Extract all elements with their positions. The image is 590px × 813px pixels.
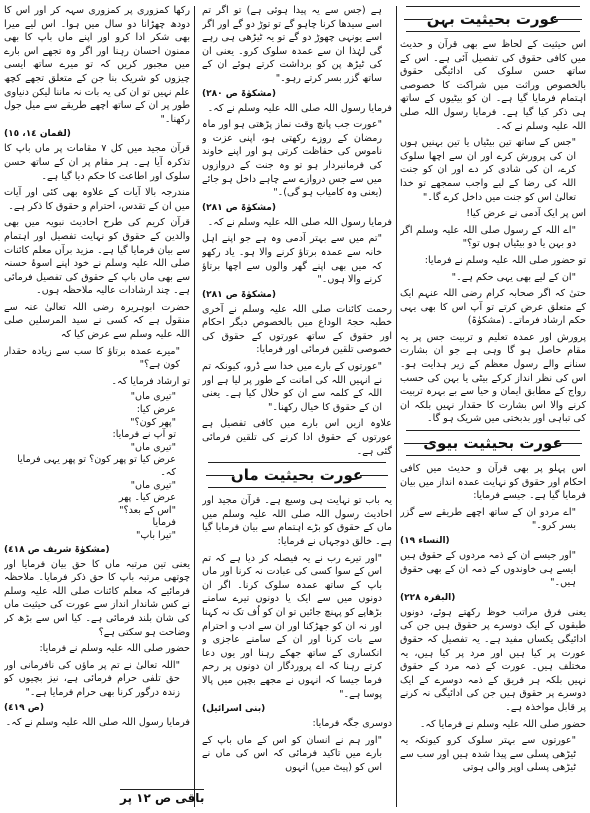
column-right	[400, 4, 586, 809]
paragraph: فرمایا رسول اللہ صلی اللہ علیہ وسلم نے کہ۔	[5, 716, 190, 728]
dialogue-line: "تیرا باپ"	[135, 529, 176, 541]
paragraph: حضرت ابوہریرہ رضی اللہ تعالیٰ عنہ سے منقول ہے کہ کسی نے سید المرسلین صلی اللہ علیہ وسلم سے عرض کیا کہ	[4, 301, 190, 341]
paragraph: یہ باب تو نہایت ہی وسیع ہے۔ قرآن مجید اور احادیث رسول اللہ صلی اللہ علیہ وسلم میں ماں کے حقوق کو بڑے اہتمام سے بیان فرمایا گیا ہے۔ خالق دوجہاں نے فرمایا:	[202, 495, 392, 547]
quran-quote: "اور جیسے ان کے ذمہ مردوں کے حقوق ہیں ایسے ہی خاوندوں کے ذمہ ان کے بھی حقوق ہیں۔"	[400, 550, 576, 589]
paragraph: قرآن کریم کی طرح احادیث نبویہ میں بھی والدین کے حقوق کو نہایت تفصیل اور اہتمام سے بیان فرمایا گیا ہے۔ مزید برآں معلم کائنات صلی اللہ علیہ وسلم نے خود اپنے اسوۂ حسنہ سے بھی ماں باپ کے حقوق کی تفصیل فرمائی ہے۔ چند ارشادات عالیہ ملاحظہ ہوں۔	[4, 217, 190, 297]
reference: (مشکوٰۃ ص ٢٨١)	[202, 289, 276, 300]
reference: (لقمان ١٤، ١٥)	[4, 129, 71, 140]
paragraph: حتیٰ کہ اگر صحابہ کرام رضی اللہ عنہم ایک کے متعلق عرض کرتے تو آپ اس کا بھی یہی حکم ارشاد فرماتے۔ (مشکوٰۃ)	[400, 288, 586, 327]
section-heading-mother: عورت بحیثیت ماں	[208, 462, 386, 488]
column-divider	[396, 6, 397, 807]
paragraph: حضور صلی اللہ علیہ وسلم نے فرمایا کہ۔	[419, 718, 586, 730]
paragraph: اس پر ایک آدمی نے عرض کیا!	[466, 208, 586, 220]
dialogue-line: عرض کیا تو پھر کون؟ تو پھر یہی فرمایا کہ۔	[17, 454, 176, 478]
paragraph: پرورش اور عمدہ تعلیم و تربیت جس پر یہ مقام حاصل ہو گا وہی ہے جو ان بشارت سنانے والے رسول معظم کے زیر ہدایت ہو۔ اس کی نظر انداز کرکے بیٹی یا بہن کی حسب رواج کے مطابق ایمان و حیا سے بے بہرہ تربیت کرنے والا اس بشارت کا حقدار نہیں بلکہ ان کی تباہی اور بدبختی میں شریک ہو گا۔	[400, 331, 586, 425]
hadith-quote: "اے اللہ کے رسول صلی اللہ علیہ وسلم اگر دو بہن یا دو بیٹیاں ہوں تو؟"	[400, 224, 576, 250]
dialogue-line: فرمایا	[152, 517, 176, 529]
paragraph: اس پہلو پر بھی قرآن و حدیث میں کافی احکام اور حقوق کو نہایت عمدہ انداز میں بیان فرمایا گیا ہے۔ جیسے فرمایا:	[400, 463, 586, 502]
continued-on-page-note: باقی ص ۱۲ پر	[120, 791, 205, 805]
column-left	[4, 4, 190, 809]
column-divider	[194, 6, 195, 807]
paragraph: رکھا کمزوری پر کمزوری سہہ کر اور اس کا دودھ چھڑانا دو سال میں ہوا۔ اس لیے میرا بھی شکر ادا کرو اور اپنے ماں باپ کا بھی ممنون احسان رہنا اور اگر وہ تجھے اس بارے میں مجبور کریں کہ تو میرے ساتھ ایسی چیزوں کو شریک بنا جن کے متعلق تجھے کچھ علم نہیں تو ان کی یہ بات نہ ماننا لیکن دنیاوی طور پر ان کے ساتھ اچھے طریقے سے میل جول رکھنا۔"	[4, 5, 190, 125]
dialogue-line: "تیری ماں"	[130, 391, 176, 403]
paragraph: تو ارشاد فرمایا کہ۔	[111, 375, 190, 387]
reference: (مشکوٰۃ ص ٢٨١)	[202, 202, 276, 213]
reference: (مشکوٰۃ ص ٢٨٠)	[202, 88, 276, 99]
paragraph: اس حیثیت کے لحاظ سے بھی قرآن و حدیث میں کافی حقوق کی تفصیل آئی ہے۔ اس کے ساتھ حسن سلوک کی ادائیگی حقوق بالخصوص وراثت میں شراکت کا خصوصی اہتمام فرمایا گیا ہے۔ ان کو بیٹیوں کے ساتھ ہی ذکر کیا گیا ہے۔ فرمایا رسول اللہ صلی اللہ علیہ وسلم نے کہ۔	[400, 39, 586, 132]
column-middle	[202, 4, 392, 809]
quran-quote: "اے مردو ان کے ساتھ اچھے طریقے سے گزر بسر کرو۔"	[400, 506, 576, 532]
hadith-quote: "عورت جب پانچ وقت نماز پڑھتی ہو اور ماہ رمضان کے روزے رکھتی ہو، اپنی عزت و ناموس کی حفاظت کرتی ہو اور اپنے خاوند کی فرمانبردار ہو تو وہ جنت کے دروازوں میں سے جس دروازے سے چاہے داخل ہو جائے (یعنی وہ کامیاب ہو گی)۔"	[202, 119, 382, 199]
paragraph: فرمایا رسول اللہ صلی اللہ علیہ وسلم نے کہ۔	[207, 102, 392, 114]
hadith-quote: "جس کے ساتھ تین بیٹیاں یا تین بہنیں ہوں ان کی پرورش کرے اور ان سے اچھا سلوک کرے، ان کی شادی کر دے اور ان کو جنت اللہ کی رضا کے لیے واجب سمجھے تو خدا تعالیٰ اس کو جنت میں داخل کرے گا۔"	[400, 137, 576, 203]
section-heading-sister: عورت بحیثیت بہن	[406, 6, 580, 32]
dialogue-line: "پھر کون؟"	[130, 416, 176, 428]
quran-quote: "اور ہم نے انسان کو اس کے ماں باپ کے بارے میں تاکید فرمائی کہ اس کی ماں نے اس کو (پیٹ میں) انہوں	[202, 734, 382, 773]
paragraph: تو حضور صلی اللہ علیہ وسلم نے فرمایا:	[424, 254, 586, 266]
paragraph: حضور صلی اللہ علیہ وسلم نے فرمایا:	[39, 643, 190, 655]
paragraph: مندرجہ بالا آیات کے علاوہ بھی کئی اور آیات میں ان کے تقدس، احترام و حقوق کا ذکر ہے۔	[4, 187, 190, 212]
paragraph: یعنی فرق مراتب خوظ رکھتے ہوئے، دونوں طبقوں کے ایک دوسرے پر حقوق ہیں جن کی ادائیگی یکساں مفید ہے۔ یہ تفصیل کہ حقوق عورت پر کیا ہیں اور مرد پر کیا ہیں، یہ مختلف ہیں۔ عورت کے ذمہ مرد کے حقوق نہیں بلکہ ہر فریق کے ذمہ دوسرے کے ایک دوسرے پر حقوق ہیں جن کی ادائیگی نہ کرنے پر قابل مواخذہ ہے۔	[400, 606, 586, 713]
dialogue-line: عرض کیا:	[136, 404, 176, 416]
hadith-quote: "میرے عمدہ برتاؤ کا سب سے زیادہ حقدار کون ہے؟"	[4, 345, 180, 371]
dialogue-line: عرض کیا۔ پھر	[118, 492, 176, 504]
reference: (البقرہ ٢٢٨)	[400, 592, 456, 603]
paragraph: فرمایا رسول اللہ صلی اللہ علیہ وسلم نے کہ۔	[207, 216, 392, 228]
paragraph: یعنی تین مرتبہ ماں کا حق بیان فرمایا اور چوتھی مرتبہ باپ کا حق ذکر فرمایا۔ ملاحظہ فرمائیے کہ معلم کائنات صلی اللہ علیہ وسلم نے کس شاندار انداز سے عورت کی حیثیت ماں کی شان بلند فرمائی ہے۔ کیا اس سے بڑھ کر وضاحت ہو سکتی ہے؟	[4, 558, 190, 638]
hadith-quote: "عورتوں سے بہتر سلوک کرو کیونکہ یہ ٹیڑھی پسلی سے پیدا شدہ ہیں اور سب سے ٹیڑھی پسلی اوپر والی ہوتی	[400, 735, 576, 774]
paragraph: رحمت کائنات صلی اللہ علیہ وسلم نے آخری خطبہ حجۃ الوداع میں بالخصوص دیگر احکام اور حقوق کے ساتھ عورتوں کے حقوق کی خصوصی تلقین فرمائی اور فرمایا:	[202, 303, 392, 356]
dialogue-line: "تیری ماں"	[130, 479, 176, 491]
reference: (بنی اسرائیل)	[202, 704, 266, 715]
dialogue-line: تو آپ نے فرمایا:	[112, 429, 176, 441]
dialogue-list	[4, 391, 190, 542]
hadith-quote: "تم میں سے بہتر آدمی وہ ہے جو اپنے اہل خانہ سے عمدہ برتاؤ کرنے والا ہو۔ یاد رکھو کہ میں بھی اپنے گھر والوں سے اچھا برتاؤ کرنے والا ہوں۔"	[202, 233, 382, 286]
reference: (النساء ١٩)	[400, 536, 450, 546]
hadith-quote: "عورتوں کے بارے میں خدا سے ڈرو، کیونکہ تم نے انہیں اللہ کی امانت کے طور پر لیا ہے اور اللہ کے کلمہ سے ان کو حلال کیا ہے۔ یعنی ان کے حقوق کا خیال رکھنا۔"	[202, 361, 382, 413]
hadith-quote: "ان کے لیے بھی یہی حکم ہے۔"	[451, 271, 576, 283]
section-heading-wife: عورت بحیثیت بیوی	[406, 430, 580, 456]
paragraph: قرآن مجید میں کل ۷ مقامات پر ماں باپ کا تذکرہ آیا ہے۔ ہر مقام پر ان کے ساتھ حسن سلوک اور اطاعت کا حکم دیا گیا ہے۔	[4, 143, 190, 182]
quran-quote: "اور تیرے رب نے یہ فیصلہ کر دیا ہے کہ تم اس کے سوا کسی کی عبادت نہ کرنا اور ماں باپ کے ساتھ عمدہ سلوک کرنا۔ اگر ان دونوں میں سے ایک یا دونوں تیرے سامنے بڑھاپے کو پہنچ جائیں تو ان کو اُف تک نہ کہنا اور نہ ان کو جھڑکنا اور ان سے ادب و احترام سے بات کرنا اور ان کے سامنے عاجزی و انکساری کے ساتھ جھکے رہنا اور یوں دعا کرتے رہنا کہ اے پروردگار ان دونوں پر رحم فرما جیسا کہ انہوں نے مجھے بچپن میں پالا پوسا ہے۔"	[202, 552, 382, 700]
paragraph: علاوہ ازیں اس بارے میں کافی تفصیل ہے عورتوں کے حقوق ادا کرنے کی تلقین فرمائی گئی ہے۔	[202, 418, 392, 457]
dialogue-line: "اس کے بعد؟"	[119, 504, 176, 516]
paragraph: دوسری جگہ فرمایا:	[312, 718, 392, 730]
hadith-quote: ہے (جس سے یہ پیدا ہوئی ہے) تو اگر تم اسے سیدھا کرنا چاہو گے تو توڑ دو گے اور اگر اسے یونہی چھوڑ دو گے تو یہ ٹیڑھی ہی رہے گی لہٰذا ان سے عمدہ سلوک کرو۔ یعنی ان کی ٹیڑھ پن کو برداشت کرتے ہوئے ان کے ساتھ گزر بسر کرتے رہو۔"	[202, 5, 382, 84]
dialogue-line: "تیری ماں"	[130, 441, 176, 453]
reference: (ص ٤١٩)	[4, 702, 44, 713]
reference: (مشکوٰۃ شریف ص ٤١٨)	[4, 544, 110, 555]
hadith-quote: "اللہ تعالیٰ نے تم پر ماؤں کی نافرمانی اور حق تلفی حرام فرمائی ہے، نیز بچیوں کو زندہ درگور کرنا بھی حرام فرمایا ہے۔"	[4, 659, 180, 698]
